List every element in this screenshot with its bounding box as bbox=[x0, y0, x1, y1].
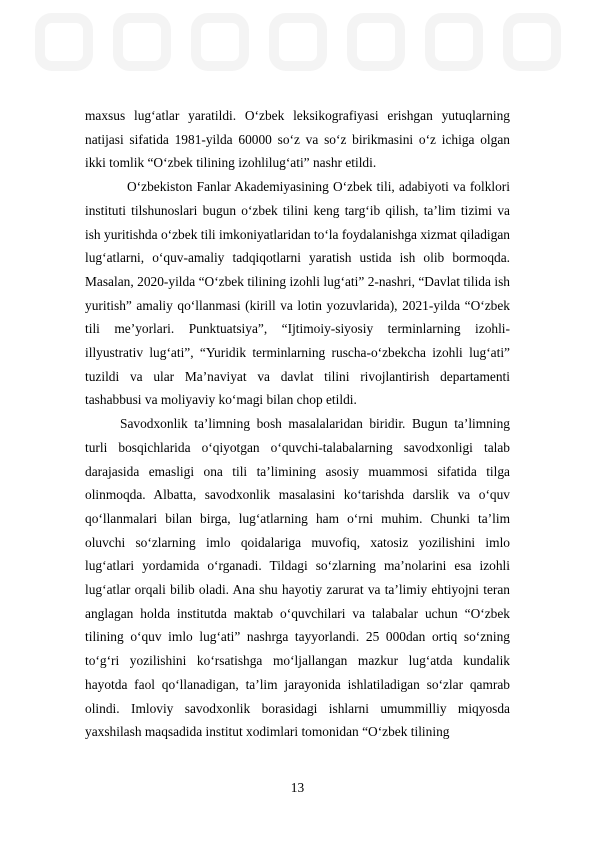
paragraph-1: maxsus lug‘atlar yaratildi. O‘zbek leksikografiyasi erishgan yutuqlarning natijasi sifatida 1981-yilda 60000 so‘z va so‘z birikmasini o‘z ichiga olgan ikki tomlik “O‘zbek tilining izohlilug‘ati” nashr etildi. bbox=[85, 108, 510, 171]
page-number: 13 bbox=[290, 780, 305, 795]
body-text bbox=[85, 104, 510, 744]
paragraph-2: O‘zbekiston Fanlar Akademiyasining O‘zbek tili, adabiyoti va folklori instituti tilshunoslari bugun o‘zbek tilini keng targ‘ib qilish, ta’lim tizimi va ish yuritishda o‘zbek tili imkoniyatlaridan to‘la foydalanishga xizmat qiladigan lug‘atlarni, o‘quv-amaliy tadqiqotlarni yaratish ustida ish olib bormoqda. Masalan, 2020-yilda “O‘zbek tilining izohli lug‘ati” 2-nashri, “Davlat tilida ish yuritish” amaliy qo‘llanmasi (kirill va lotin yozuvlarida), 2021-yilda “O‘zbek tili me’yorlari. Punktuatsiya”, “Ijtimoiy-siyosiy terminlarning izohli-illyustrativ lug‘ati”, “Yuridik terminlarning ruscha-o‘zbekcha izohli lug‘ati” tuzildi va ular Ma’naviyat va davlat tilini rivojlantirish departamenti tashabbusi va moliyaviy ko‘magi bilan chop etildi. bbox=[85, 179, 510, 408]
paragraph-3: Savodxonlik ta’limning bosh masalalaridan biridir. Bugun ta’limning turli bosqichlarida o‘qiyotgan o‘quvchi-talabalarning savodxonligi talab darajasida emasligi ona tili ta’limining asosiy muammosi sifatida tilga olinmoqda. Albatta, savodxonlik masalasini ko‘tarishda darslik va o‘quv qo‘llanmalari bilan birga, lug‘atlarning ham o‘rni muhim. Chunki ta’lim oluvchi so‘zlarning imlo qoidalariga muvofiq, xatosiz yozilishini imlo lug‘atlari yordamida o‘rganadi. Tildagi so‘zlarning ma’nolarini esa izohli lug‘atlar orqali bilib oladi. Ana shu hayotiy zarurat va ta’limiy ehtiyojni teran anglagan holda institutda maktab o‘quvchilari va talabalar uchun “O‘zbek tilining o‘quv imlo lug‘ati” nashrga tayyorlandi. 25 000dan ortiq so‘zning to‘g‘ri yozilishini ko‘rsatishga mo‘ljallangan mazkur lug‘atda kundalik hayotda faol qo‘llanadigan, ta’lim jarayonida ishlatiladigan so‘zlar qamrab olindi. Imloviy savodxonlik borasidagi ishlarni umummilliy miqyosda yaxshilash maqsadida institut xodimlari tomonidan “O‘zbek tilining bbox=[85, 416, 510, 740]
